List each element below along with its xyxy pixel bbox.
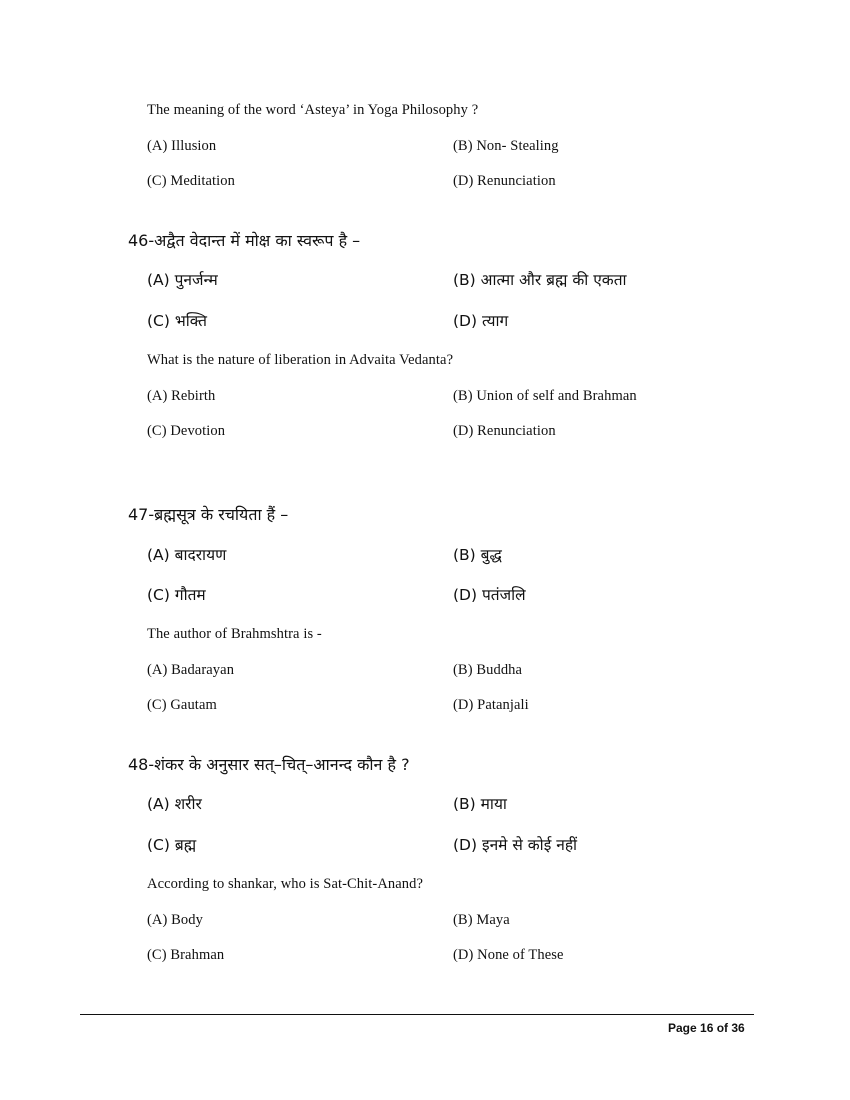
q46-option-a-en: (A) Rebirth xyxy=(147,388,216,404)
q48-option-b-hi: (B) माया xyxy=(453,795,507,813)
q46-option-d-en: (D) Renunciation xyxy=(453,423,556,439)
q47-question-hi: 47-ब्रह्मसूत्र के रचयिता हैं – xyxy=(128,505,289,524)
q46-option-c-en: (C) Devotion xyxy=(147,423,226,439)
q47-option-c-hi: (C) गौतम xyxy=(147,586,206,604)
q48-option-d-hi: (D) इनमे से कोई नहीं xyxy=(453,836,578,854)
q47-option-c-en: (C) Gautam xyxy=(147,697,217,713)
q48-option-c-hi: (C) ब्रह्म xyxy=(147,836,197,854)
q48-question-hi: 48-शंकर के अनुसार सत्–चित्–आनन्द कौन है ? xyxy=(128,755,410,774)
q46-option-d-hi: (D) त्याग xyxy=(453,312,509,330)
q47-option-a-hi: (A) बादरायण xyxy=(147,546,227,564)
q46-option-b-en: (B) Union of self and Brahman xyxy=(453,388,637,404)
q48-question-en: According to shankar, who is Sat-Chit-Anand? xyxy=(147,876,424,892)
q48-option-c-en: (C) Brahman xyxy=(147,947,225,963)
q47-option-d-en: (D) Patanjali xyxy=(453,697,529,713)
q47-question-en: The author of Brahmshtra is - xyxy=(147,626,322,642)
q46-option-a-hi: (A) पुनर्जन्म xyxy=(147,271,218,289)
q45-question-en: The meaning of the word ‘Asteya’ in Yoga Philosophy ? xyxy=(147,102,479,118)
q46-question-en: What is the nature of liberation in Advaita Vedanta? xyxy=(147,352,454,368)
q45-option-c-en: (C) Meditation xyxy=(147,173,235,189)
q46-option-b-hi: (B) आत्मा और ब्रह्म की एकता xyxy=(453,271,627,289)
q45-option-d-en: (D) Renunciation xyxy=(453,173,556,189)
q46-question-hi: 46-अद्वैत वेदान्त में मोक्ष का स्वरूप है – xyxy=(128,231,361,250)
q45-option-a-en: (A) Illusion xyxy=(147,138,217,154)
q47-option-b-hi: (B) बुद्ध xyxy=(453,546,502,564)
q47-option-d-hi: (D) पतंजलि xyxy=(453,586,526,604)
q48-option-b-en: (B) Maya xyxy=(453,912,510,928)
footer-divider xyxy=(80,1014,754,1015)
page-number: Page 16 of 36 xyxy=(668,1021,745,1035)
q47-option-b-en: (B) Buddha xyxy=(453,662,523,678)
q47-option-a-en: (A) Badarayan xyxy=(147,662,235,678)
q48-option-d-en: (D) None of These xyxy=(453,947,564,963)
q48-option-a-hi: (A) शरीर xyxy=(147,795,202,813)
q48-option-a-en: (A) Body xyxy=(147,912,203,928)
q46-option-c-hi: (C) भक्ति xyxy=(147,312,207,330)
q45-option-b-en: (B) Non- Stealing xyxy=(453,138,559,154)
